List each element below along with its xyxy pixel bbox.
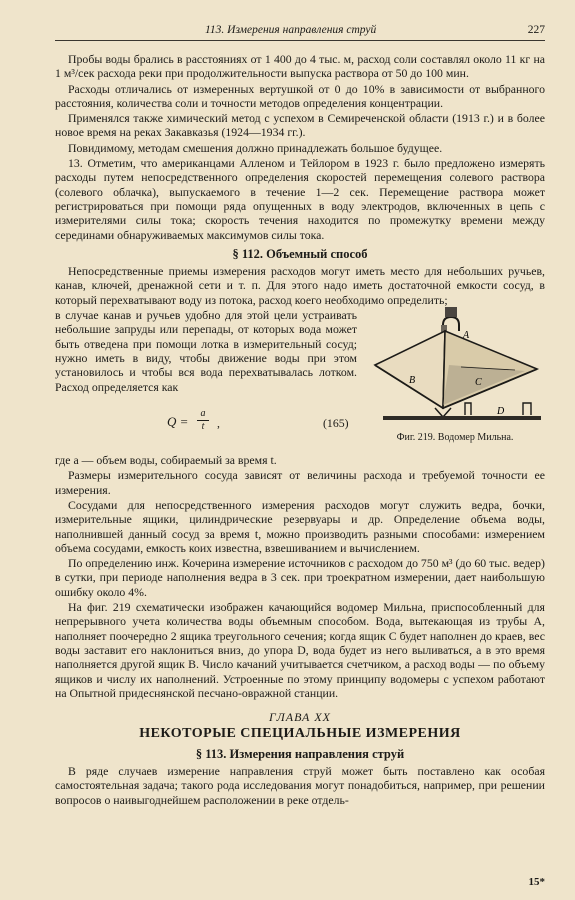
formula-lhs: Q =	[167, 414, 189, 430]
figure-milne-water-meter	[365, 303, 545, 451]
section-heading-112: § 112. Объемный способ	[232, 246, 368, 261]
main-text	[55, 52, 545, 808]
paragraph: По определению инж. Кочерина измерение источников с расходом до 750 м³ (до 60 тыс. ведер) в сутки, при периоде наполнения ведра в 3 сек. при троекратном измерении, дает наибольшую ошибку около 4%.	[55, 556, 545, 599]
label-c: C	[475, 377, 482, 389]
paragraph: в случае канав и ручьев удобно для этой цели устраивать небольшие запруды или перепады, от которых вода может быть отведена при помощи лотка в измерительный сосуд; нужно иметь в виду, чтобы движение воды при этом установилось и чтобы вся вода перехватывалась лотком. Расход определяется как	[55, 308, 357, 394]
paragraph: Непосредственные приемы измерения расходов могут иметь место для небольших ручьев, канав, ключей, дренажной сети и т. п. Для этого надо иметь достаточной емкости сосуд, в который перехватывают воду из потока, расход коего необходимо определить;	[55, 264, 545, 307]
formula-165	[55, 408, 355, 438]
chapter-title: НЕКОТОРЫЕ СПЕЦИАЛЬНЫЕ ИЗМЕРЕНИЯ	[139, 726, 461, 742]
paragraph: Применялся также химический метод с успехом в Семиреченской области (1913 г.) и в более новое время на реках Закавказья (1924—1934 гг.).	[55, 111, 545, 140]
figure-caption: Фиг. 219. Водомер Мильна.	[396, 432, 514, 444]
paragraph: Повидимому, методам смешения должно принадлежать большое будущее.	[68, 140, 443, 155]
paragraph: Пробы воды брались в расстояниях от 1 400 до 4 тыс. м, расход соли составлял около 11 кг на 1 м³/сек расхода реки при продолжительности выпуска раствора от 50 до 100 мин.	[55, 52, 545, 81]
paragraph: где a — объем воды, собираемый за время t.	[55, 453, 277, 468]
paragraph: Сосудами для непосредственного измерения расходов могут служить ведра, бочки, измерительные ящики, цилиндрические резервуары и др. Определение объема воды, наполнившей данный сосуд за время t, можно производить разными способами: измерением объема сосудами, емкость коих известна, взвешиванием и вычислением.	[55, 497, 545, 555]
header-title: 113. Измерения направления струй	[205, 24, 377, 36]
formula-numerator: a	[200, 408, 206, 420]
chapter-label: ГЛАВА XX	[269, 710, 331, 725]
formula-denominator: t	[201, 421, 205, 433]
label-a: A	[463, 330, 470, 342]
header-page-number: 227	[527, 24, 545, 36]
text-with-figure	[55, 308, 545, 453]
figure-side-text	[55, 308, 357, 394]
paragraph: Расходы отличались от измеренных вертушкой от 0 до 10% в зависимости от выбранного расстояния, количества соли и точности методов определения концентрации.	[55, 81, 545, 110]
label-b: B	[409, 375, 416, 387]
paragraph: В ряде случаев измерение направления струй может быть поставлено как особая самостоятельная задача; такого рода исследования могут понадобиться, например, при решении вопросов о наивыгоднейшем расположении в реке отдель-	[55, 763, 545, 807]
label-d: D	[497, 406, 505, 418]
section-heading-113: § 113. Измерения направления струй	[195, 746, 405, 761]
paragraph: На фиг. 219 схематически изображен качающийся водомер Мильна, приспособленный для непрерывного учета количества воды объемным способом. Вода, вытекающая из трубы A, наполняет поочередно 2 ящика треугольного сечения; когда ящик C будет наполнен до краев, вес воды заставит его наклониться вниз, до упора D, вода будет из него выливаться, а в это время наполняется другой ящик B. Число качаний учитывается счетчиком, а расход воды — по объему ящиков и числу их наполнений. Устроенные по этому принципу водомеры с успехом работают на Опытной придеснянской песчано-овражной станции.	[55, 600, 545, 700]
running-header	[55, 20, 545, 41]
formula-number: (165)	[323, 416, 349, 431]
paragraph: Размеры измерительного сосуда зависят от величины расхода и требуемой точности ее измерения.	[55, 468, 545, 497]
formula-fraction	[197, 408, 209, 433]
formula-comma: ,	[217, 416, 220, 431]
paragraph: 13. Отметим, что американцами Алленом и Тейлором в 1923 г. было предложено измерять расходы путем непосредственного определения скоростей перемещения солевого раствора (солевого облачка), выпускаемого в течение 1—2 сек. Перемещение раствора может регистрироваться при помощи ряда опущенных в воду электродов, включенных в цепь с измерителями силы тока; скорость течения находится по промежутку времени между серединами обнаруживаемых максимумов силы тока.	[55, 156, 545, 242]
water-meter-diagram	[365, 303, 545, 433]
signature-mark: 15*	[528, 876, 545, 888]
